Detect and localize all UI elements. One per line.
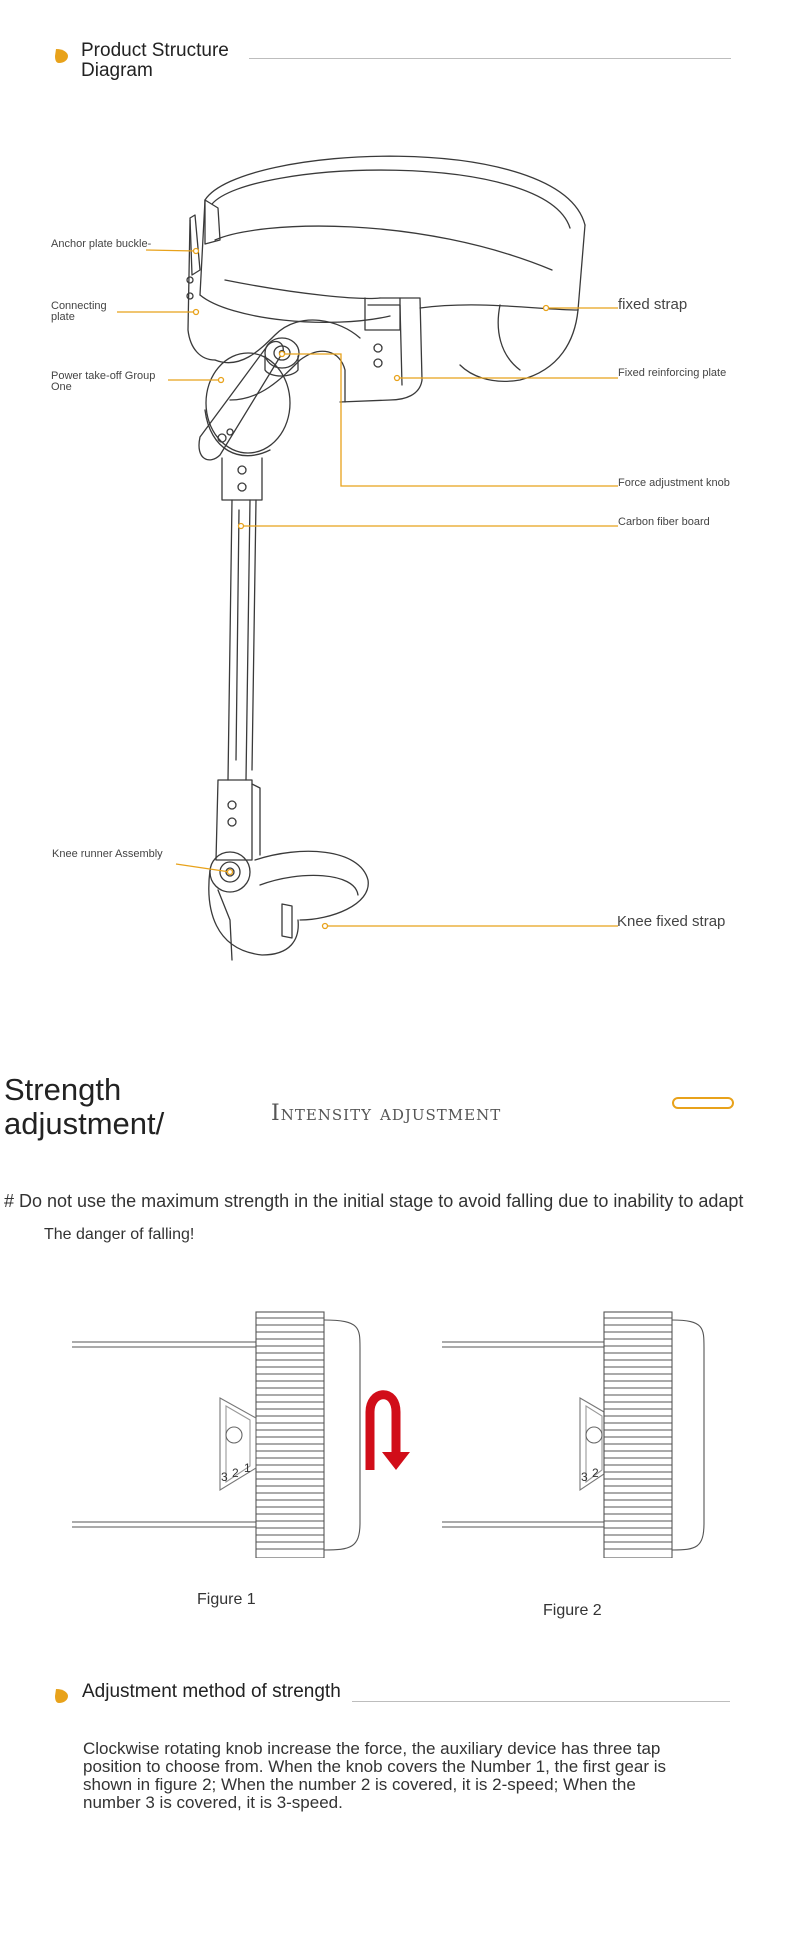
callout-knee-runner: Knee runner Assembly [52, 848, 163, 860]
strength-title [4, 1073, 164, 1141]
callout-carbon-fiber-board: Carbon fiber board [618, 516, 710, 528]
warning-line1: # Do not use the maximum strength in the initial stage to avoid falling due to inability to adapt [4, 1191, 744, 1211]
strength-subtitle: Intensity adjustment [271, 1101, 502, 1126]
structure-title-line2: Diagram [81, 60, 153, 81]
method-line1: Clockwise rotating knob increase the force, the auxiliary device has three tap [83, 1739, 661, 1758]
fig1-gear-2: 2 [232, 1466, 239, 1480]
figure-1-caption: Figure 1 [197, 1591, 256, 1608]
figure-2-caption: Figure 2 [543, 1602, 602, 1619]
callout-power-takeoff [51, 371, 155, 393]
callout-force-adjustment-knob: Force adjustment knob [618, 477, 730, 489]
fig2-gear-3: 3 [581, 1470, 588, 1484]
figure-1-knob-diagram [70, 1308, 370, 1558]
strength-title-line1: Strength [4, 1072, 122, 1107]
callout-fixed-reinforcing-plate: Fixed reinforcing plate [618, 367, 727, 379]
method-paragraph [83, 1740, 703, 1812]
fig1-gear-3: 3 [221, 1470, 228, 1484]
method-title: Adjustment method of strength [82, 1681, 341, 1702]
callout-knee-fixed-strap: Knee fixed strap [617, 913, 726, 930]
method-line3: shown in figure 2; When the number 2 is covered, it is 2-speed; When the [83, 1775, 636, 1794]
callout-power-takeoff-line1: Power take-off Group [51, 370, 156, 382]
structure-title-line1: Product Structure [81, 40, 229, 61]
callout-anchor-plate-buckle: Anchor plate buckle- [51, 238, 152, 250]
strength-title-line2: adjustment/ [4, 1106, 165, 1141]
strength-accent-pill [672, 1097, 734, 1109]
fig1-gear-1: 1 [244, 1461, 251, 1475]
callout-fixed-strap: fixed strap [618, 296, 688, 313]
callout-power-takeoff-line2: One [51, 381, 72, 393]
fig2-gear-2: 2 [592, 1466, 599, 1480]
orange-dot-icon [54, 48, 68, 64]
method-line2: position to choose from. When the knob covers the Number 1, the first gear is [83, 1757, 667, 1776]
callout-connecting-plate [51, 301, 107, 323]
callout-connecting-plate-line1: Connecting [51, 300, 107, 312]
method-title-rule [352, 1701, 730, 1702]
method-line4: number 3 is covered, it is 3-speed. [83, 1793, 343, 1812]
callout-connecting-plate-line2: plate [51, 311, 75, 323]
structure-title [81, 41, 229, 81]
figure-2-knob-diagram [440, 1308, 710, 1558]
warning-line2: The danger of falling! [44, 1226, 195, 1243]
orange-dot-icon [54, 1688, 68, 1704]
clockwise-arrow-icon [362, 1382, 414, 1474]
structure-title-rule [249, 58, 731, 59]
